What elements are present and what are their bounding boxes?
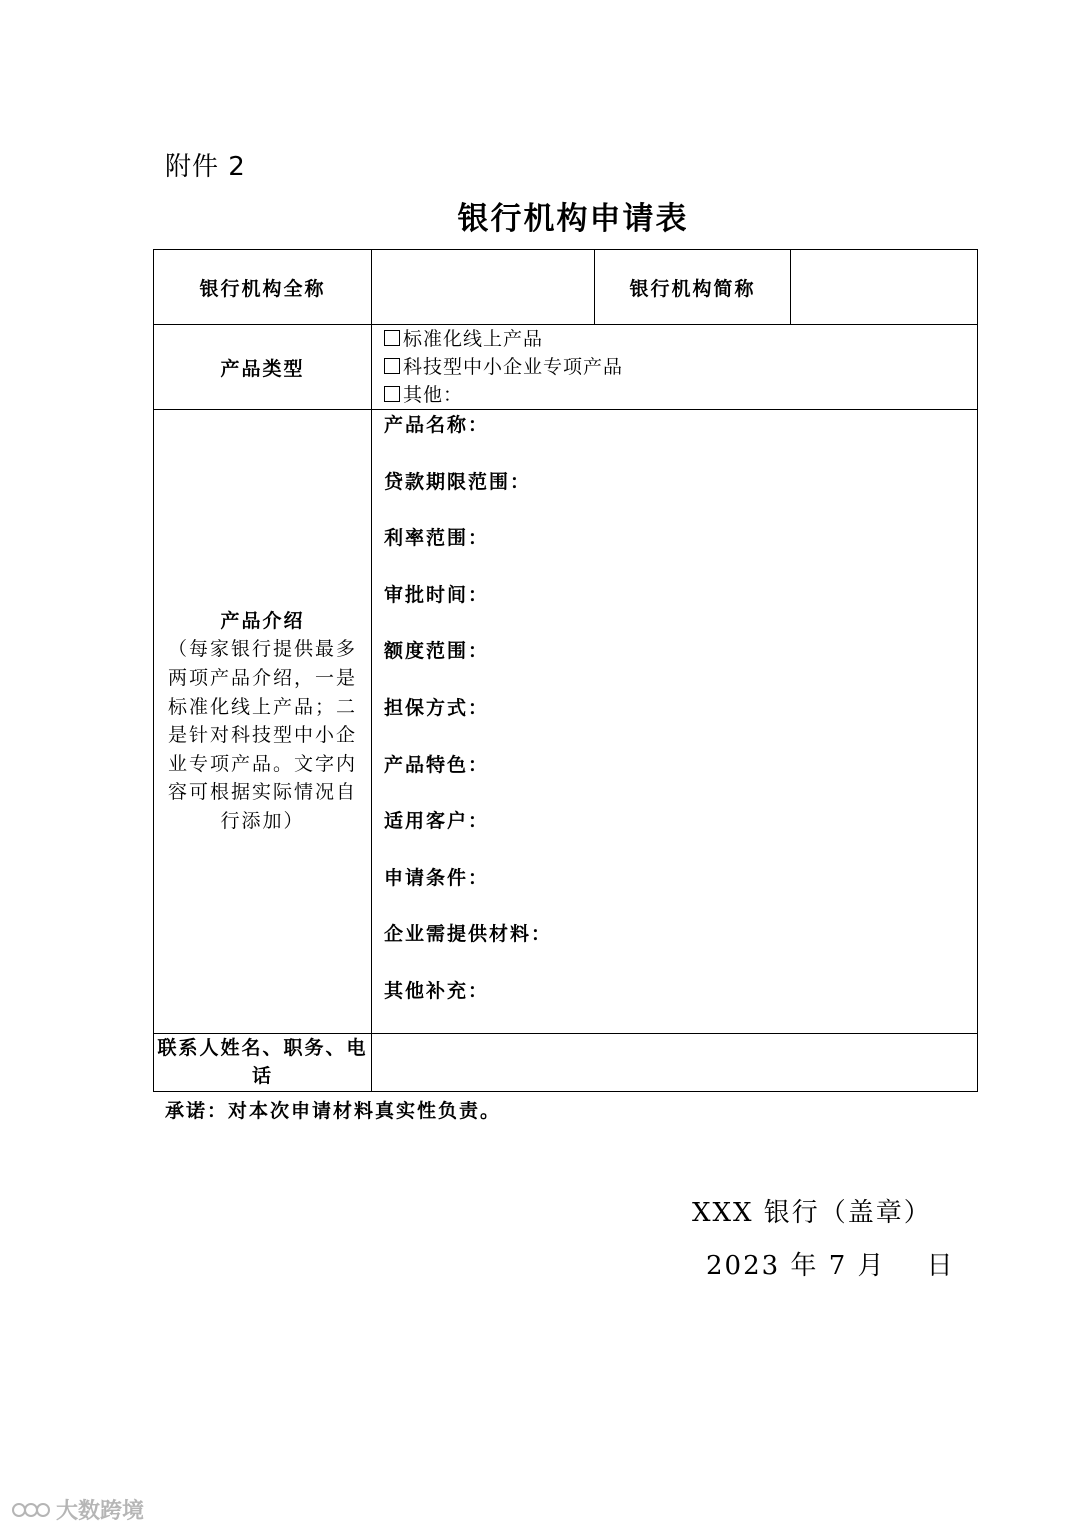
field-customers[interactable]: 适用客户：: [384, 810, 490, 833]
short-name-label: 银行机构简称: [595, 250, 791, 325]
watermark-logo-icon: [12, 1501, 52, 1519]
field-materials[interactable]: 企业需提供材料：: [384, 923, 553, 946]
field-approval-time[interactable]: 审批时间：: [384, 583, 490, 606]
checkbox-icon[interactable]: [384, 358, 400, 374]
product-type-label: 产品类型: [154, 325, 372, 410]
option-tech-sme[interactable]: [384, 353, 977, 381]
option-label: 标准化线上产品: [403, 328, 544, 350]
product-intro-note: （每家银行提供最多两项产品介绍，一是标准化线上产品；二是针对科技型中小企业专项产品。文字内容可根据实际情况自行添加）: [167, 638, 357, 833]
field-guarantee[interactable]: 担保方式：: [384, 696, 490, 719]
row-product-intro: [154, 410, 978, 1034]
full-name-label: 银行机构全称: [154, 250, 372, 325]
short-name-field[interactable]: [791, 250, 978, 325]
product-intro-fields: [372, 410, 978, 1034]
commitment-statement: 承诺：对本次申请材料真实性负责。: [165, 1100, 502, 1122]
field-other[interactable]: 其他补充：: [384, 979, 490, 1002]
contact-label: 联系人姓名、职务、电话: [154, 1033, 372, 1091]
contact-field[interactable]: [372, 1033, 978, 1091]
field-loan-term[interactable]: 贷款期限范围：: [384, 470, 532, 493]
field-product-name[interactable]: 产品名称：: [384, 414, 490, 436]
product-type-options: [372, 325, 978, 410]
bank-seal-line: XXX 银行（盖章）: [692, 1198, 932, 1228]
checkbox-icon[interactable]: [384, 330, 400, 346]
watermark: [12, 1494, 144, 1525]
watermark-text: 大数跨境: [56, 1499, 145, 1524]
field-conditions[interactable]: 申请条件：: [384, 866, 490, 889]
option-label: 其他：: [403, 384, 464, 406]
option-label: 科技型中小企业专项产品: [403, 356, 624, 378]
option-standard-online[interactable]: [384, 325, 977, 353]
row-contact: [154, 1033, 978, 1091]
row-product-type: [154, 325, 978, 410]
row-bank-name: [154, 250, 978, 325]
application-form-table: [153, 249, 978, 1092]
field-interest-rate[interactable]: 利率范围：: [384, 527, 490, 550]
field-credit-limit[interactable]: 额度范围：: [384, 640, 490, 663]
option-other[interactable]: [384, 381, 977, 409]
field-features[interactable]: 产品特色：: [384, 753, 490, 776]
form-title: 银行机构申请表: [457, 201, 689, 237]
attachment-label: 附件 2: [165, 152, 246, 182]
full-name-field[interactable]: [372, 250, 595, 325]
product-intro-label: 产品介绍: [220, 609, 305, 632]
checkbox-icon[interactable]: [384, 386, 400, 402]
product-intro-label-cell: [154, 410, 372, 1034]
date-line: 2023 年 7 月 日: [706, 1251, 955, 1281]
